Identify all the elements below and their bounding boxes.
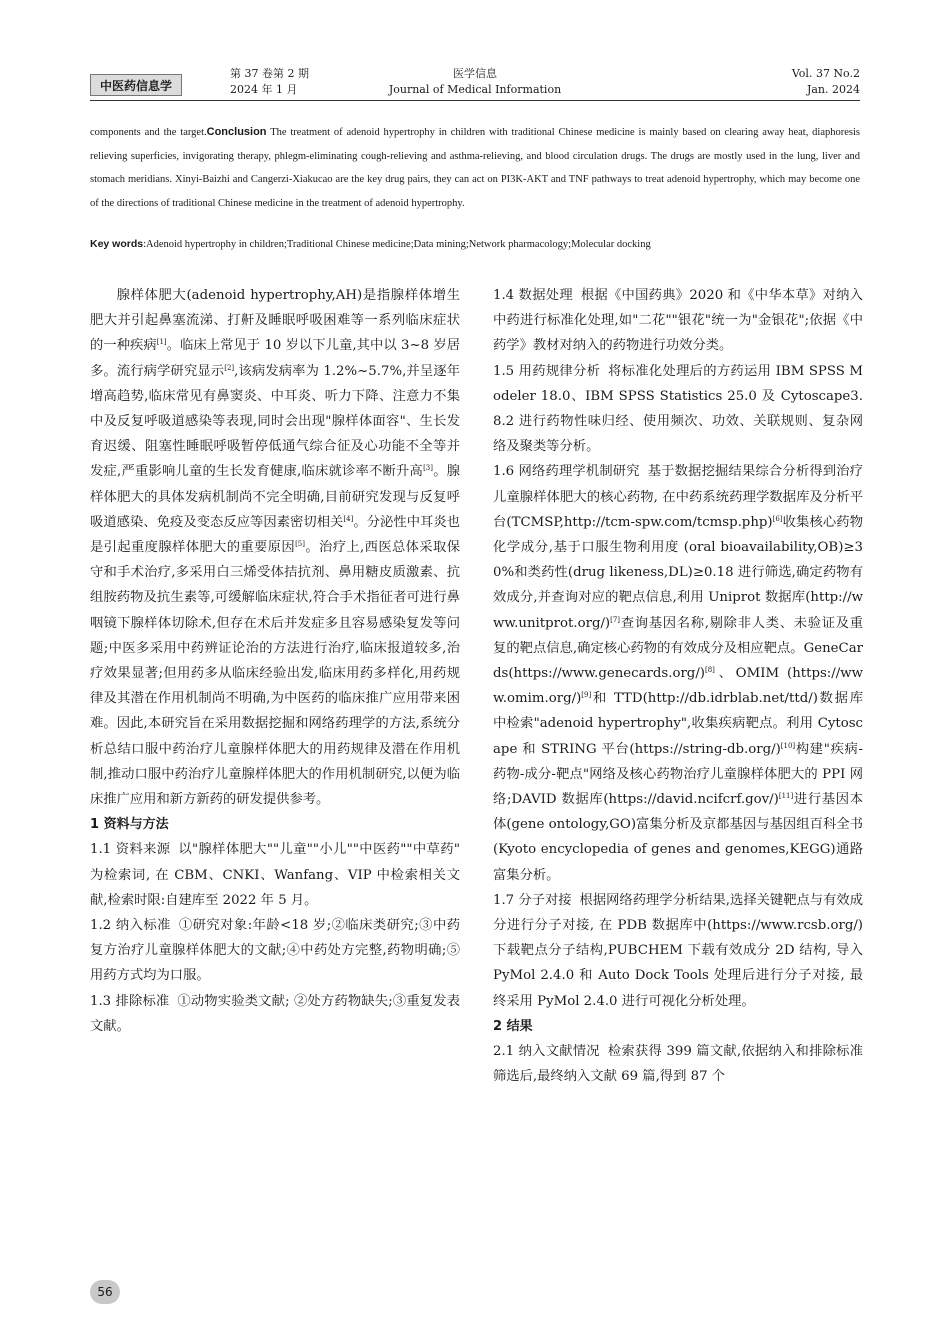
volume-cn: 第 37 卷第 2 期: [230, 67, 309, 80]
subsection-1-5: [493, 359, 863, 460]
subsection-text: 构建"疾病-药物-成分-靶点"网络及核心药物治疗儿童腺样体肥大的 PPI 网络;DAVID 数据库(https://david.ncifcrf.gov/): [493, 741, 863, 808]
subsection-title: 1.7 分子对接: [493, 892, 572, 908]
subsection-title: 1.5 用药规律分析: [493, 363, 601, 379]
citation-ref: [3]: [423, 464, 433, 473]
intro-paragraph: [90, 283, 460, 812]
journal-section-tag: 中医药信息学: [90, 74, 182, 96]
subsection-text: 收集核心药物化学成分,基于口服生物利用度 (oral bioavailability,OB)≥30%和类药性(drug likeness,DL)≥0.18 进行筛选,确定药物有效成分,并查询对应的靶点信息,利用 Uniprot 数据库(http://www.unitprot.org/): [493, 514, 864, 631]
subsection-text: ①动物实验类文献; ②处方药物缺失;③重复发表文献。: [90, 993, 461, 1034]
subsection-1-6: [493, 459, 863, 887]
intro-text: 。分泌性中耳炎也是引起重度腺样体肥大的重要原因: [90, 514, 461, 556]
citation-ref: [8]: [705, 666, 715, 675]
citation-ref: [2]: [224, 363, 235, 372]
conclusion-label: Conclusion: [206, 126, 267, 138]
subsection-text: 将标准化处理后的方药运用 IBM SPSS Modeler 18.0、IBM SPSS Statistics 25.0 及 Cytoscape3.8.2 进行药物性味归经、使用频次、功效、关联规则、复杂网络及聚类等分析。: [493, 363, 863, 455]
keywords-label: Key words: [90, 238, 144, 250]
intro-text: 腺样体肥大(adenoid hypertrophy,AH)是指腺样体增生肥大并引起鼻塞流涕、打鼾及睡眠呼吸困难等一系列临床症状的一种疾病: [90, 288, 460, 354]
date-cn: 2024 年 1 月: [230, 83, 298, 96]
subsection-1-1: [90, 837, 460, 913]
citation-ref: [1]: [156, 338, 167, 347]
abstract-lead: components and the target.: [90, 127, 207, 138]
citation-ref: [5]: [295, 540, 305, 549]
citation-ref: [7]: [610, 615, 621, 624]
intro-text: 。腺样体肥大的具体发病机制尚不完全明确,目前研究发现与反复呼吸道感染、免疫及变态反应等因素密切相关: [90, 464, 460, 530]
volume-en: Vol. 37 No.2: [791, 67, 860, 80]
subsection-1-2: [90, 913, 460, 989]
subsection-title: 1.6 网络药理学机制研究: [493, 464, 640, 480]
subsection-text: 进行基因本体(gene ontology,GO)富集分析及京都基因与基因组百科全书 (Kyoto encyclopedia of genes and genomes,KEGG)通路富集分析。: [493, 792, 864, 883]
header-volume-en: [792, 66, 860, 98]
subsection-1-3: [90, 989, 460, 1039]
citation-ref: [9]: [581, 691, 592, 700]
keywords-en: [90, 235, 860, 254]
header-rule: [90, 100, 860, 101]
citation-ref: [4]: [343, 514, 354, 523]
subsection-text: 查询基因名称,剔除非人类、未验证及重复的靶点信息,确定核心药物的有效成分及相应靶点。GeneCards(https://www.genecards.org/): [493, 615, 863, 682]
subsection-text: 根据《中国药典》2020 和《中华本草》对纳入中药进行标准化处理,如"二花""银花"统一为"金银花";依据《中药学》教材对纳入的药物进行功效分类。: [493, 288, 864, 354]
subsection-text: ①研究对象:年龄<18 岁;②临床类研究;③中药复方治疗儿童腺样体肥大的文献;④中药处方完整,药物明确;⑤用药方式均为口服。: [90, 918, 460, 984]
journal-en: Journal of Medical Information: [388, 83, 562, 96]
subsection-1-7: [493, 888, 863, 1014]
citation-ref: [11]: [778, 792, 794, 801]
citation-ref: [10]: [780, 741, 796, 750]
subsection-text: 以"腺样体肥大""儿童""小儿""中医药""中草药" 为检索词, 在 CBM、CNKI、Wanfang、VIP 中检索相关文献,检索时限:自建库至 2022 年 5 月。: [90, 842, 460, 908]
section-heading-methods: 1 资料与方法: [90, 817, 169, 833]
abstract-en: [90, 121, 860, 215]
intro-text: ,该病发病率为 1.2%~5.7%,并呈逐年增高趋势,临床常见有鼻窦炎、中耳炎、听力下降、注意力不集中及反复呼吸道感染等表现,同时会出现"腺样体面容"、生长发育迟缓、阻塞性睡眠呼吸暂停低通气综合征及心功能不全等并发症,严重影响儿童的生长发育健康,临床就诊率不断升高: [90, 363, 460, 480]
page-number: 56: [90, 1280, 120, 1304]
body-column-right: [493, 283, 863, 1090]
subsection-title: 1.4 数据处理: [493, 288, 573, 303]
body-column-left: [90, 283, 460, 1039]
subsection-2-1: [493, 1039, 863, 1089]
subsection-text: 检索获得 399 篇文献,依据纳入和排除标准筛选后,最终纳入文献 69 篇,得到 87 个: [493, 1044, 864, 1085]
header-journal-name: [90, 66, 860, 98]
subsection-title: 2.1 纳入文献情况: [493, 1044, 600, 1060]
subsection-text: 基于数据挖掘结果综合分析得到治疗儿童腺样体肥大的核心药物, 在中药系统药理学数据库及分析平台(TCMSP,http://tcm-spw.com/tcmsp.php): [493, 464, 864, 530]
subsection-title: 1.3 排除标准: [90, 993, 170, 1009]
journal-cn: 医学信息: [453, 67, 497, 80]
conclusion-text: The treatment of adenoid hypertrophy in children with traditional Chinese medicine is mainly based on clearing away heat, diaphoresis relieving superficies, invigorating therapy, phlegm-eliminating cough-relieving and asthma-relieving, and blood circulation drugs. The drugs are mostly used in the lung, liver and stomach meridians. Xinyi-Baizhi and Cangerzi-Xiakucao are the key drug pairs, they can act on PI3K-AKT and TNF pathways to treat adenoid hypertrophy, which may become one of the directions of traditional Chinese medicine in the treatment of adenoid hypertrophy.: [90, 127, 861, 209]
subsection-text: 和 TTD(http://db.idrblab.net/ttd/)数据库中检索"adenoid hypertrophy",收集疾病靶点。利用 Cytoscape 和 STRING 平台(https://string-db.org/): [493, 691, 863, 757]
page-header: [90, 62, 860, 100]
subsection-1-4: [493, 283, 863, 359]
citation-ref: [6]: [772, 514, 783, 523]
intro-text: 。治疗上,西医总体采取保守和手术治疗,多采用白三烯受体拮抗剂、鼻用糖皮质激素、抗组胺药物及抗生素等,可缓解临床症状,符合手术指征者可进行鼻咽镜下腺样体切除术,但存在术后并发症多且容易感染复发等问题;中医多采用中药辨证论治的方法进行治疗,临床报道较多,治疗效果显著;但用药多从临床经验出发,临床用药多样化,用药规律及其潜在作用机制尚不明确,为中医药的临床推广应用带来困难。因此,本研究旨在采用数据挖掘和网络药理学的方法,系统分析总结口服中药治疗儿童腺样体肥大的用药规律及潜在作用机制,推动口服中药治疗儿童腺样体肥大的作用机制研究,以便为临床推广应用和新方新药的研发提供参考。: [90, 540, 460, 808]
subsection-text: 根据网络药理学分析结果,选择关键靶点与有效成分进行分子对接, 在 PDB 数据库中(https://www.rcsb.org/) 下载靶点分子结构,PUBCHEM 下载有效成分 2D 结构, 导入 PyMol 2.4.0 和 Auto Dock Tools 处理后进行分子对接, 最终采用 PyMol 2.4.0 进行可视化分析处理。: [493, 892, 863, 1009]
intro-text: 。临床上常见于 10 岁以下儿童,其中以 3~8 岁居多。流行病学研究显示: [90, 338, 460, 379]
subsection-text: 、OMIM (https://www.omim.org/): [493, 666, 863, 707]
subsection-title: 1.1 资料来源: [90, 842, 171, 858]
keywords-text: :Adenoid hypertrophy in children;Traditional Chinese medicine;Data mining;Network pharmacology;Molecular docking: [143, 239, 651, 250]
section-heading-results: 2 结果: [493, 1018, 533, 1034]
subsection-title: 1.2 纳入标准: [90, 918, 171, 934]
date-en: Jan. 2024: [806, 83, 860, 96]
